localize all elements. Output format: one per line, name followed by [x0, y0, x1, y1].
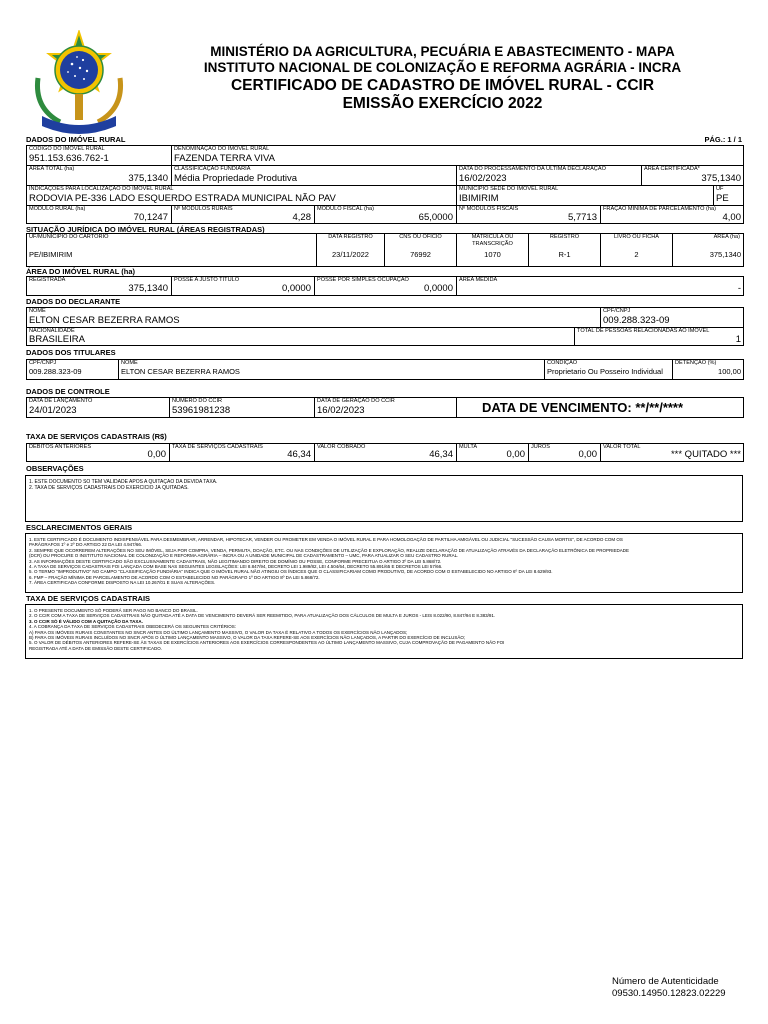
codigo-label: CÓDIGO DO IMÓVEL RURAL	[29, 146, 105, 152]
posse-justo-label: POSSE A JUSTO TÍTULO	[174, 277, 240, 283]
taxa-note-line: B) PARA OS IMÓVEIS RURAIS INCLUÍDOS NO SNCR APÓS O ÚLTIMO LANÇAMENTO MASSIVO, O VALOR DA TAXA REFERE-SE AOS EXERCÍCIOS NÃO LANÇADOS, A PARTIR DO EXERCÍCIO DE INCLUSÃO;	[29, 635, 466, 641]
debitos-label: DÉBITOS ANTERIORES	[29, 444, 92, 450]
situacao-header: DATA REGISTRO	[328, 234, 373, 240]
titulares-box	[26, 359, 744, 380]
numero-ccir-label: NÚMERO DO CCIR	[172, 398, 223, 404]
situacao-value: R-1	[558, 250, 571, 259]
brazil-coat-of-arms-seal	[20, 30, 138, 138]
taxa-note-line: 2. O CCIR COM A TAXA DE SERVIÇOS CADASTRAIS NÃO QUITADA ATÉ A DATA DE VENCIMENTO DEVERÁ SER REEMITIDO, PARA ATUALIZAÇÃO DOS CÁLCULOS DE MULTA E JUROS - LEIS 8.022/90, 8.847/94 E 8.383/91.	[29, 613, 496, 619]
titular-condicao-label: CONDIÇÃO	[547, 360, 578, 366]
n-modulos-rurais-label: Nº MÓDULOS RURAIS	[174, 206, 233, 212]
area-medida-label: ÁREA MEDIDA	[459, 277, 498, 283]
data-ger-label: DATA DE GERAÇÃO DO CCIR	[317, 398, 395, 404]
area-total-cell	[27, 166, 172, 185]
taxa-box	[26, 443, 744, 462]
data-ger-value: 16/02/2023	[317, 405, 365, 416]
section-controle-title: DADOS DE CONTROLE	[26, 387, 110, 396]
titular-cpf-cell	[27, 360, 119, 379]
uf-cell	[714, 186, 744, 205]
imovel-row-3	[27, 186, 743, 206]
denominacao-cell	[172, 146, 744, 165]
area-medida-value: -	[737, 283, 741, 294]
area-box	[26, 276, 744, 296]
area-total-label: ÁREA TOTAL (ha)	[29, 166, 75, 172]
authenticity-block	[612, 976, 726, 1000]
section-taxa-notes-title: TAXA DE SERVIÇOS CADASTRAIS	[26, 594, 151, 603]
situacao-value: 2	[634, 250, 639, 259]
vencimento-value: DATA DE VENCIMENTO: **/**/****	[482, 400, 684, 415]
declarante-row-2	[27, 328, 743, 346]
area-cert-label: ÁREA CERTIFICADA*	[644, 166, 700, 172]
posse-simples-cell	[315, 277, 457, 295]
cobrado-cell	[315, 444, 457, 461]
declarante-nome-cell	[27, 308, 601, 327]
titular-detencao-value: 100,00	[718, 367, 741, 376]
posse-justo-value: 0,0000	[281, 283, 311, 294]
multa-cell	[457, 444, 529, 461]
esclarecimento-line: 1. ESTE CERTIFICADO É DOCUMENTO INDISPENSÁVEL PARA DESMEMBRAR, ARRENDAR, HIPOTECAR, VENDER OU PROMETER EM VENDA O IMÓVEL RURAL E PARA HOMOLOGAÇÃO DE PARTILHA AMIGÁVEL OU JUDICIAL "SUCESSÃO CAUSA MORTIS", DE ACORDO COM OS	[29, 537, 623, 542]
declarante-cpf-value: 009.288.323-09	[603, 315, 670, 326]
n-modulos-fiscais-cell	[457, 206, 601, 224]
taxa-value: 46,34	[287, 449, 311, 460]
total-pessoas-cell	[575, 328, 744, 346]
taxa-label: TAXA DE SERVIÇOS CADASTRAIS	[172, 444, 263, 450]
localizacao-value: RODOVIA PE-336 LADO ESQUERDO ESTRADA MUNICIPAL NÃO PAV	[29, 193, 336, 204]
titular-condicao-value: Proprietario Ou Posseiro Individual	[547, 367, 663, 376]
taxa-notes-box	[25, 604, 743, 659]
codigo-value: 951.153.636.762-1	[29, 153, 109, 164]
data-lanc-cell	[27, 398, 170, 417]
total-pessoas-label: TOTAL DE PESSOAS RELACIONADAS AO IMÓVEL	[577, 328, 710, 334]
data-proc-value: 16/02/2023	[459, 173, 507, 184]
total-value: *** QUITADO ***	[670, 449, 741, 460]
certificate-title: CERTIFICADO DE CADASTRO DE IMÓVEL RURAL - CCIR	[230, 77, 655, 94]
taxa-note-line: 4. A COBRANÇA DA TAXA DE SERVIÇOS CADASTRAIS OBEDECERÁ OS SEGUINTES CRITÉRIOS:	[29, 624, 237, 630]
section-observacoes-title: OBSERVAÇÕES	[26, 464, 84, 473]
situacao-header: ÁREA (ha)	[713, 234, 740, 240]
taxa-note-line: REGISTRADA ATÉ A DATA DE EMISSÃO DESTE CERTIFICADO.	[29, 645, 162, 651]
registrada-value: 375,1340	[128, 283, 168, 294]
declarante-cpf-cell	[601, 308, 744, 327]
area-cert-cell	[642, 166, 744, 185]
section-area-title: ÁREA DO IMÓVEL RURAL (ha)	[26, 267, 136, 276]
juros-value: 0,00	[578, 449, 597, 460]
situacao-col-data	[317, 234, 385, 266]
area-medida-cell	[457, 277, 744, 295]
nacionalidade-value: BRASILEIRA	[29, 334, 85, 345]
n-modulos-fiscais-value: 5,7713	[567, 212, 597, 223]
section-taxa-title: TAXA DE SERVIÇOS CADASTRAIS (R$)	[26, 432, 167, 441]
area-cert-value: 375,1340	[701, 173, 741, 184]
data-proc-cell	[457, 166, 642, 185]
cobrado-label: VALOR COBRADO	[317, 444, 366, 450]
posse-simples-label: POSSE POR SIMPLES OCUPAÇÃO	[317, 277, 409, 283]
localizacao-label: INDICAÇÕES PARA LOCALIZAÇÃO DO IMÓVEL RURAL	[29, 186, 174, 192]
esclarecimento-line: 3. AS INFORMAÇÕES DESTE CERTIFICADO SÃO EXCLUSIVAMENTE CADASTRAIS, NÃO LEGITIMANDO DIREITO DE DOMÍNIO OU POSSE, CONFORME PRECEITUA O ARTIGO 3º DA LEI 5.868/72.	[29, 558, 442, 564]
section-imovel-title: DADOS DO IMÓVEL RURAL	[26, 135, 126, 144]
esclarecimento-line: PARÁGRAFOS 1º e 2º DO ARTIGO 22 DA LEI 4.947/66.	[29, 542, 143, 548]
esclarecimento-line: 4. A TAXA DE SERVIÇOS CADASTRAIS FOI LANÇADA COM BASE NAS SEGUINTES LEGISLAÇÕES: LEI 8.847/94, DECRETO LEI 1.989/82, LEI 4.504/64, DECRETO 55.891/65 E DECRETOS LEI 57/66.	[29, 564, 443, 570]
uf-label: UF	[716, 186, 724, 192]
situacao-value: 23/11/2022	[332, 250, 369, 259]
titular-nome-value: ELTON CESAR BEZERRA RAMOS	[121, 367, 240, 376]
total-label: VALOR TOTAL	[603, 444, 641, 450]
situacao-col-area	[673, 234, 744, 266]
imovel-row-4	[27, 206, 743, 224]
classificacao-label: CLASSIFICAÇÃO FUNDIÁRIA	[174, 166, 251, 172]
section-titulares-title: DADOS DOS TITULARES	[26, 348, 116, 357]
data-proc-label: DATA DO PROCESSAMENTO DA ÚLTIMA DECLARAÇÃO	[459, 166, 606, 172]
area-total-value: 375,1340	[128, 173, 168, 184]
situacao-box	[26, 233, 744, 267]
data-lanc-value: 24/01/2023	[29, 405, 77, 416]
denominacao-value: FAZENDA TERRA VIVA	[174, 153, 276, 164]
taxa-note-line: 5. O VALOR DE DÉBITOS ANTERIORES REFERE-SE ÀS TAXAS DE EXERCÍCIOS ANTERIORES AOS EXERCÍCIOS CORRESPONDENTES AO ÚLTIMO LANÇAMENTO MASSIVO, CUJA COMPROVAÇÃO DE PAGAMENTO NÃO FOI	[29, 640, 505, 646]
numero-ccir-cell	[170, 398, 315, 417]
multa-value: 0,00	[506, 449, 525, 460]
localizacao-cell	[27, 186, 457, 205]
municipio-label: MUNICÍPIO SEDE DO IMÓVEL RURAL	[459, 186, 559, 192]
declarante-row-1	[27, 308, 743, 328]
posse-simples-value: 0,0000	[423, 283, 453, 294]
municipio-value: IBIMIRIM	[459, 193, 499, 204]
situacao-value: 1070	[484, 250, 501, 259]
fracao-label: FRAÇÃO MÍNIMA DE PARCELAMENTO (ha)	[603, 206, 716, 212]
titular-cpf-value: 009.288.323-09	[29, 367, 82, 376]
fracao-cell	[601, 206, 744, 224]
situacao-value: PE/IBIMIRIM	[29, 250, 73, 259]
data-lanc-label: DATA DE LANÇAMENTO	[29, 398, 93, 404]
esclarecimento-line: (DCR) OU PROCURE O INSTITUTO NACIONAL DE COLONIZAÇÃO E REFORMA AGRÁRIA – INCRA OU A UNIDADE MUNICIPAL DE CADASTRAMENTO – UMC, PARA ATUALIZAR O SEU CADASTRO RURAL.	[29, 553, 459, 559]
declarante-nome-value: ELTON CESAR BEZERRA RAMOS	[29, 315, 180, 326]
n-modulos-rurais-cell	[172, 206, 315, 224]
denominacao-label: DENOMINAÇÃO DO IMÓVEL RURAL	[174, 146, 270, 152]
imovel-box	[26, 145, 744, 224]
section-esclarecimentos-title: ESCLARECIMENTOS GERAIS	[26, 523, 133, 532]
cobrado-value: 46,34	[429, 449, 453, 460]
situacao-col-registro	[529, 234, 601, 266]
vencimento-cell	[457, 398, 744, 417]
titular-nome-label: NOME	[121, 360, 138, 366]
modulo-rural-value: 70,1247	[133, 212, 168, 223]
modulo-fiscal-value: 65,0000	[418, 212, 453, 223]
observacao-line: 1. ESTE DOCUMENTO SÓ TEM VALIDADE APÓS A QUITAÇÃO DA DEVIDA TAXA.	[29, 479, 218, 485]
situacao-header: MATRÍCULA OU TRANSCRIÇÃO	[471, 234, 514, 247]
esclarecimento-line: 5. O TERMO "IMPRODUTIVO" NO CAMPO "CLASSIFICAÇÃO FUNDIÁRIA" INDICA QUE O IMÓVEL RURAL NÃO ATINGIU OS ÍNDICES QUE O CLASSIFICARIAM COMO PRODUTIVO, DE ACORDO COM O ESTABELECIDO NO ARTIGO 6º DA LEI 8.629/93.	[29, 569, 553, 575]
esclarecimentos-box	[25, 533, 743, 593]
ministry-title: MINISTÉRIO DA AGRICULTURA, PECUÁRIA E ABASTECIMENTO - MAPA	[210, 44, 675, 59]
authenticity-label: Número de Autenticidade	[612, 976, 719, 987]
observacao-line: 2. TAXA DE SERVIÇOS CADASTRAIS DO EXERCÍCIO JÁ QUITADAS.	[29, 485, 189, 491]
posse-justo-cell	[172, 277, 315, 295]
titular-nome-cell	[119, 360, 545, 379]
municipio-cell	[457, 186, 714, 205]
nacionalidade-cell	[27, 328, 575, 346]
controle-box	[26, 397, 744, 418]
total-pessoas-value: 1	[735, 334, 741, 345]
taxa-note-line: 3. O CCIR SÓ É VÁLIDO COM A QUITAÇÃO DA TAXA.	[29, 618, 143, 624]
situacao-value: 76992	[410, 250, 431, 259]
section-situacao-title: SITUAÇÃO JURÍDICA DO IMÓVEL RURAL (ÁREAS REGISTRADAS)	[26, 225, 265, 234]
page-number: PÁG.: 1 / 1	[704, 135, 742, 144]
declarante-cpf-label: CPF/CNPJ	[603, 308, 631, 314]
situacao-col-matricula	[457, 234, 529, 266]
data-ger-cell	[315, 398, 457, 417]
nacionalidade-label: NACIONALIDADE	[29, 328, 75, 334]
section-declarante-title: DADOS DO DECLARANTE	[26, 297, 121, 306]
observacoes-box	[25, 475, 743, 522]
modulo-rural-cell	[27, 206, 172, 224]
situacao-header: CNS OU OFÍCIO	[399, 234, 442, 240]
modulo-fiscal-label: MÓDULO FISCAL (ha)	[317, 206, 374, 212]
situacao-value: 375,1340	[709, 250, 741, 259]
titular-cpf-label: CPF/CNPJ	[29, 360, 57, 366]
juros-label: JUROS	[531, 444, 550, 450]
esclarecimento-line: 2. SEMPRE QUE OCORREREM ALTERAÇÕES NO SEU IMÓVEL, SEJA POR COMPRA, VENDA, PERMUTA, DOAÇÃO, ETC. OU NAS CONDIÇÕES DE UTILIZAÇÃO E EXPLORAÇÃO, REALIZE DECLARAÇÃO DE ATUALIZAÇÃO ATRAVÉS DA DECLARAÇÃO ELETRÔNICA DE PROPRIEDADE	[29, 547, 629, 553]
numero-ccir-value: 53961981238	[172, 405, 231, 416]
situacao-header: LIVRO OU FICHA	[613, 234, 660, 240]
n-modulos-rurais-value: 4,28	[292, 212, 311, 223]
debitos-value: 0,00	[147, 449, 166, 460]
emission-year: EMISSÃO EXERCÍCIO 2022	[342, 95, 543, 112]
modulo-fiscal-cell	[315, 206, 457, 224]
esclarecimento-line: 6. FMP – FRAÇÃO MÍNIMA DE PARCELAMENTO DE ACORDO COM O ESTABELECIDO NO PARÁGRAFO 1º DO ARTIGO 8º DA LEI 5.868/72.	[29, 574, 320, 580]
registrada-cell	[27, 277, 172, 295]
uf-value: PE	[716, 193, 729, 204]
esclarecimento-line: 7. ÁREA CERTIFICADA CONFORME DISPOSTO NA LEI 10.267/01 E SUAS ALTERAÇÕES.	[29, 580, 216, 586]
n-modulos-fiscais-label: Nº MÓDULOS FISCAIS	[459, 206, 519, 212]
declarante-nome-label: NOME	[29, 308, 46, 314]
taxa-cell	[170, 444, 315, 461]
declarante-box	[26, 307, 744, 346]
situacao-col-cns	[385, 234, 457, 266]
modulo-rural-label: MÓDULO RURAL (ha)	[29, 206, 86, 212]
titular-detencao-cell	[673, 360, 744, 379]
situacao-header: UF/MUNICÍPIO DO CARTÓRIO	[29, 234, 109, 240]
institute-title: INSTITUTO NACIONAL DE COLONIZAÇÃO E REFORMA AGRÁRIA - INCRA	[203, 60, 682, 75]
debitos-cell	[27, 444, 170, 461]
total-cell	[601, 444, 744, 461]
multa-label: MULTA	[459, 444, 478, 450]
authenticity-number: 09530.14950.12823.02229	[612, 988, 726, 999]
situacao-col-municipio	[27, 234, 317, 266]
titular-condicao-cell	[545, 360, 673, 379]
fracao-value: 4,00	[722, 212, 741, 223]
titular-detencao-label: DETENÇÃO (%)	[675, 360, 717, 366]
imovel-row-2	[27, 166, 743, 186]
taxa-note-line: 1. O PRESENTE DOCUMENTO SÓ PODERÁ SER PAGO NO BANCO DO BRASIL.	[29, 608, 198, 613]
codigo-cell	[27, 146, 172, 165]
juros-cell	[529, 444, 601, 461]
classificacao-value: Média Propriedade Produtiva	[174, 173, 298, 184]
classificacao-cell	[172, 166, 457, 185]
situacao-header: REGISTRO	[549, 234, 580, 240]
situacao-col-livro	[601, 234, 673, 266]
registrada-label: REGISTRADA	[29, 277, 66, 283]
taxa-note-line: A) PARA OS IMÓVEIS RURAIS CONSTANTES NO SNCR ANTES DO ÚLTIMO LANÇAMENTO MASSIVO, O VALOR DA TAXA É RELATIVO A TODOS OS EXERCÍCIOS NÃO LANÇADOS;	[29, 629, 408, 635]
imovel-row-1	[27, 146, 743, 166]
